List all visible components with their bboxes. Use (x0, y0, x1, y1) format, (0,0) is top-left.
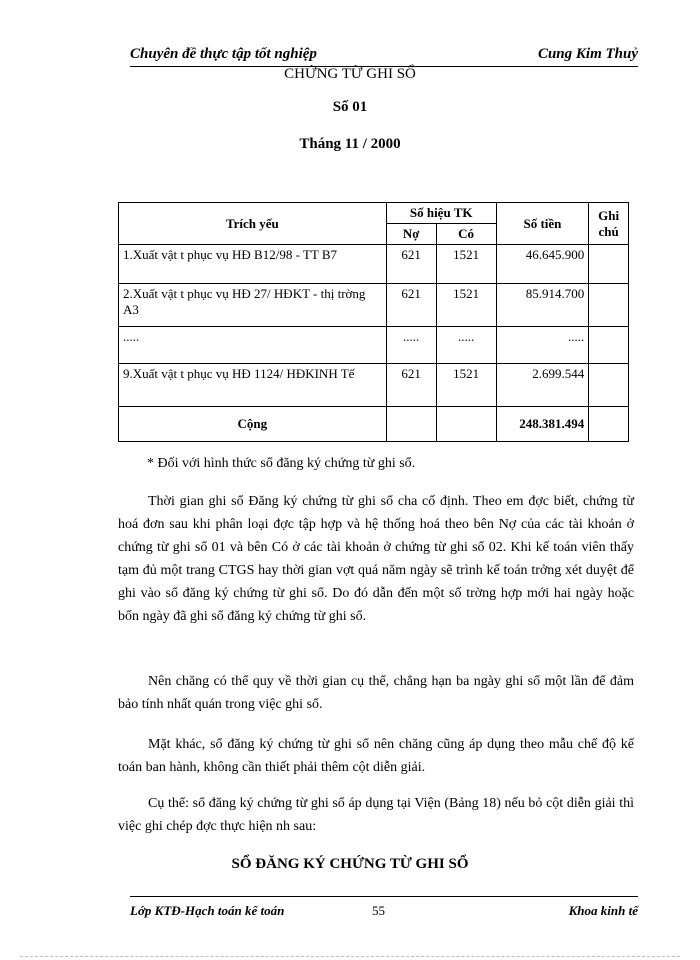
row-desc: 9.Xuất vật t phục vụ HĐ 1124/ HĐKINH Tế (119, 364, 387, 407)
document-title: CHỨNG TỪ GHI SỔ (284, 66, 416, 82)
row-desc: ..... (119, 327, 387, 364)
row-note (589, 284, 629, 327)
total-amount: 248.381.494 (496, 407, 589, 442)
table-row (119, 364, 629, 407)
page-header (130, 44, 638, 67)
table-row (119, 284, 629, 327)
row-credit: ..... (436, 327, 496, 364)
header-left-text: Chuyên đề thực tập tốt nghiệp (130, 46, 317, 62)
row-credit: 1521 (436, 284, 496, 327)
paragraph-2: Nên chăng có thể quy về thời gian cụ thể, chẳng hạn ba ngày ghi sổ một lần để đảm bảo tính nhất quán trong việc ghi sổ. (118, 674, 634, 712)
row-amount: 46.645.900 (496, 245, 589, 284)
table-header-row (119, 203, 629, 224)
row-amount: 85.914.700 (496, 284, 589, 327)
document-number: Số 01 (332, 99, 368, 115)
col-header-credit: Có (436, 224, 496, 245)
col-header-desc: Trích yếu (119, 203, 387, 245)
row-debit: 621 (386, 364, 436, 407)
row-debit: 621 (386, 245, 436, 284)
table-row (119, 245, 629, 284)
footer-right-text: Khoa kinh tế (568, 903, 638, 918)
total-note (589, 407, 629, 442)
row-debit: ..... (386, 327, 436, 364)
page-footer (130, 896, 638, 919)
total-credit (436, 407, 496, 442)
page-separator (20, 956, 680, 957)
row-debit: 621 (386, 284, 436, 327)
table-row (119, 327, 629, 364)
row-amount: 2.699.544 (496, 364, 589, 407)
form-note: * Đối với hình thức sổ đăng ký chứng từ ghi sổ. (147, 456, 416, 471)
paragraph-1: Thời gian ghi sổ Đăng ký chứng từ ghi sổ cha cố định. Theo em đợc biết, chứng từ hoá đơn sau khi phân loại đợc tập hợp và hệ thống hoá theo bên Nợ của các tài khoản ở chứng từ ghi sổ 01 và bên Có ở các tài khoản ở chứng từ ghi sổ 02. Khi kế toán viên thấy tạm đủ một trang CTGS hay thời gian vợt quá năm ngày sẽ trình kế toán trởng xét duyệt để ghi vào sổ đăng ký chứng từ ghi sổ. Do đó dẫn đến một số trờng hợp mới hai ngày hoặc bốn ngày đã ghi sổ đăng ký chứng từ ghi sổ. (118, 494, 634, 624)
paragraph-3: Mặt khác, sổ đăng ký chứng từ ghi sổ nên chăng cũng áp dụng theo mẫu chế độ kế toán ban hành, không cần thiết phải thêm cột diễn giải. (118, 737, 634, 775)
col-header-note: Ghi chú (589, 203, 629, 245)
voucher-table (118, 202, 629, 442)
row-desc: 1.Xuất vật t phục vụ HĐ B12/98 - TT B7 (119, 245, 387, 284)
document-month: Tháng 11 / 2000 (299, 136, 401, 152)
row-credit: 1521 (436, 364, 496, 407)
row-note (589, 245, 629, 284)
col-header-amount: Số tiền (496, 203, 589, 245)
paragraph-4: Cụ thể: sổ đăng ký chứng từ ghi sổ áp dụng tại Viện (Bảng 18) nếu bỏ cột diễn giải thì việc ghi chép đợc thực hiện nh sau: (118, 796, 634, 834)
section-title: SỔ ĐĂNG KÝ CHỨNG TỪ GHI SỔ (231, 856, 469, 872)
row-note (589, 364, 629, 407)
header-right-text: Cung Kim Thuỷ (537, 46, 638, 62)
row-note (589, 327, 629, 364)
col-header-debit: Nợ (386, 224, 436, 245)
row-amount: ..... (496, 327, 589, 364)
row-credit: 1521 (436, 245, 496, 284)
col-header-account: Số hiệu TK (386, 203, 496, 224)
table-total-row (119, 407, 629, 442)
footer-left-text: Lớp KTĐ-Hạch toán kế toán (130, 903, 285, 918)
page-number: 55 (372, 903, 385, 918)
row-desc: 2.Xuất vật t phục vụ HĐ 27/ HĐKT - thị trờng A3 (119, 284, 387, 327)
total-label: Cộng (119, 407, 387, 442)
total-debit (386, 407, 436, 442)
